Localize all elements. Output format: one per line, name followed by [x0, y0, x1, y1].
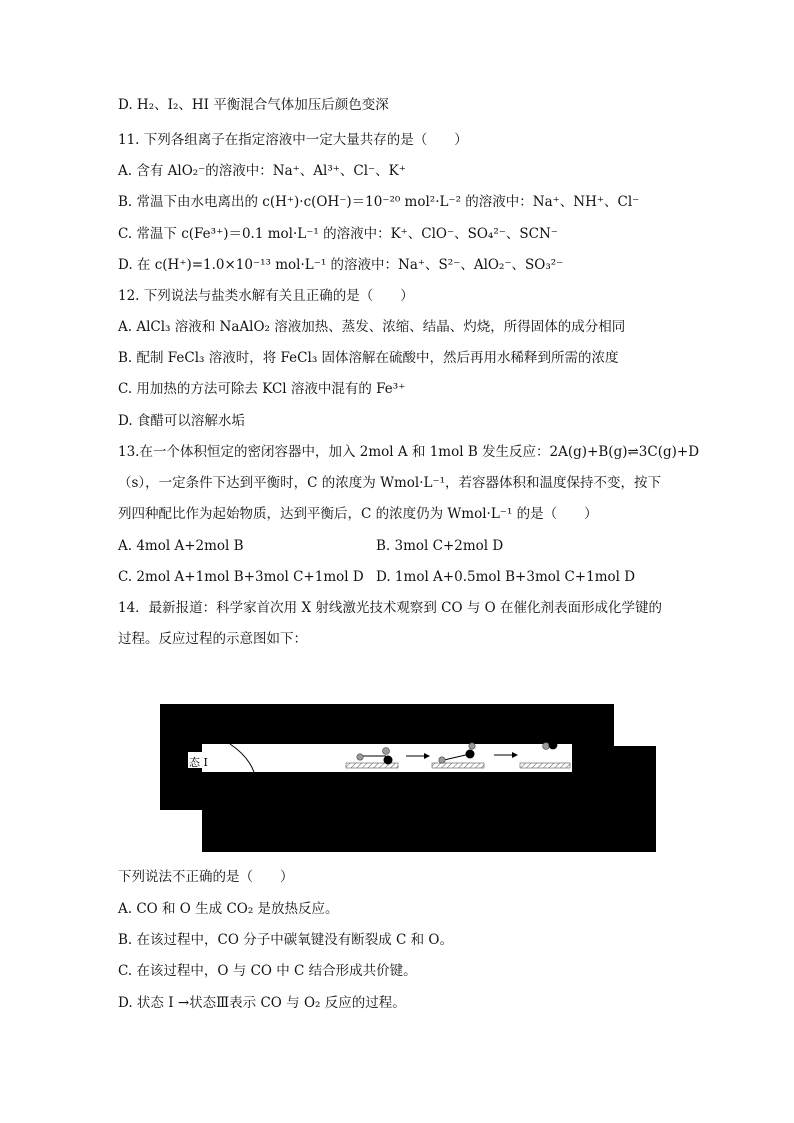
catalyst-surface-3 [520, 763, 570, 768]
bottom-black-block-lower [202, 810, 614, 852]
c-atom-3 [549, 741, 558, 750]
question-14-l1: 14．最新报道：科学家首次用 X 射线激光技术观察到 CO 与 O 在催化剂表面形成化学键的 [118, 600, 663, 616]
o-atom-4 [469, 743, 475, 749]
right-column [614, 746, 656, 852]
reaction-diagram-svg [160, 704, 656, 852]
q14-option-d: D. 状态 Ⅰ →状态Ⅲ表示 CO 与 O₂ 反应的过程。 [118, 995, 406, 1011]
o-atom-3 [439, 757, 445, 763]
q12-option-d: D. 食醋可以溶解水垢 [118, 413, 245, 429]
o-atom-2 [383, 748, 390, 755]
q14-option-c: C. 在该过程中，O 与 CO 中 C 结合形成共价键。 [118, 963, 417, 979]
q12-option-b: B. 配制 FeCl₃ 溶液时，将 FeCl₃ 固体溶解在硫酸中，然后再用水稀释到所需的浓度 [118, 350, 619, 366]
right-block [572, 744, 614, 772]
q13-option-a: A. 4mol A+2mol B [118, 538, 244, 554]
q12-option-a: A. AlCl₃ 溶液和 NaAlO₂ 溶液加热、蒸发、浓缩、结晶、灼烧，所得固体的成分相同 [118, 319, 626, 335]
c-atom-1 [384, 756, 393, 765]
q14-option-a: A. CO 和 O 生成 CO₂ 是放热反应。 [118, 901, 339, 917]
state-label-fragment: 态 Ⅰ [189, 756, 208, 769]
question-13-l3: 列四种配比作为起始物质，达到平衡后，C 的浓度仍为 Wmol·L⁻¹ 的是（ ） [118, 506, 598, 522]
line-10d: D. H₂、I₂、HI 平衡混合气体加压后颜色变深 [118, 97, 389, 113]
top-black-block [160, 704, 614, 744]
q11-option-b: B. 常温下由水电离出的 c(H⁺)·c(OH⁻)＝10⁻²⁰ mol²·L⁻² 的溶液中：Na⁺、NH⁺、Cl⁻ [118, 194, 640, 210]
q11-option-c: C. 常温下 c(Fe³⁺)＝0.1 mol·L⁻¹ 的溶液中：K⁺、ClO⁻、SO₄²⁻、SCN⁻ [118, 226, 558, 242]
question-12: 12. 下列说法与盐类水解有关且正确的是（ ） [118, 288, 414, 304]
q13-option-d: D. 1mol A+0.5mol B+3mol C+1mol D [376, 569, 636, 585]
question-13-l2: （s），一定条件下达到平衡时，C 的浓度为 Wmol·L⁻¹，若容器体积和温度保持不变，按下 [118, 475, 662, 491]
q12-option-c: C. 用加热的方法可除去 KCl 溶液中混有的 Fe³⁺ [118, 381, 406, 397]
o-atom-5 [543, 743, 550, 750]
q13-option-c: C. 2mol A+1mol B+3mol C+1mol D [118, 569, 364, 585]
q14-option-b: B. 在该过程中，CO 分子中碳氧键没有断裂成 C 和 O。 [118, 932, 453, 948]
question-14-prompt: 下列说法不正确的是（ ） [118, 869, 294, 885]
q13-option-b: B. 3mol C+2mol D [376, 538, 504, 554]
bottom-black-block [160, 772, 614, 810]
q11-option-a: A. 含有 AlO₂⁻的溶液中：Na⁺、Al³⁺、Cl⁻、K⁺ [118, 163, 406, 179]
reaction-diagram [160, 704, 656, 852]
c-atom-2 [466, 750, 475, 759]
q11-option-d: D. 在 c(H⁺)=1.0×10⁻¹³ mol·L⁻¹ 的溶液中：Na⁺、S²⁻、AlO₂⁻、SO₃²⁻ [118, 257, 564, 273]
o-atom-1 [357, 754, 363, 760]
catalyst-surface-2 [432, 763, 484, 768]
question-14-l2: 过程。反应过程的示意图如下： [118, 631, 307, 647]
question-11: 11. 下列各组离子在指定溶液中一定大量共存的是（ ） [118, 132, 468, 148]
question-13-l1: 13.在一个体积恒定的密闭容器中，加入 2mol A 和 1mol B 发生反应：2A(g)+B(g)⇌3C(g)+D [118, 444, 700, 460]
